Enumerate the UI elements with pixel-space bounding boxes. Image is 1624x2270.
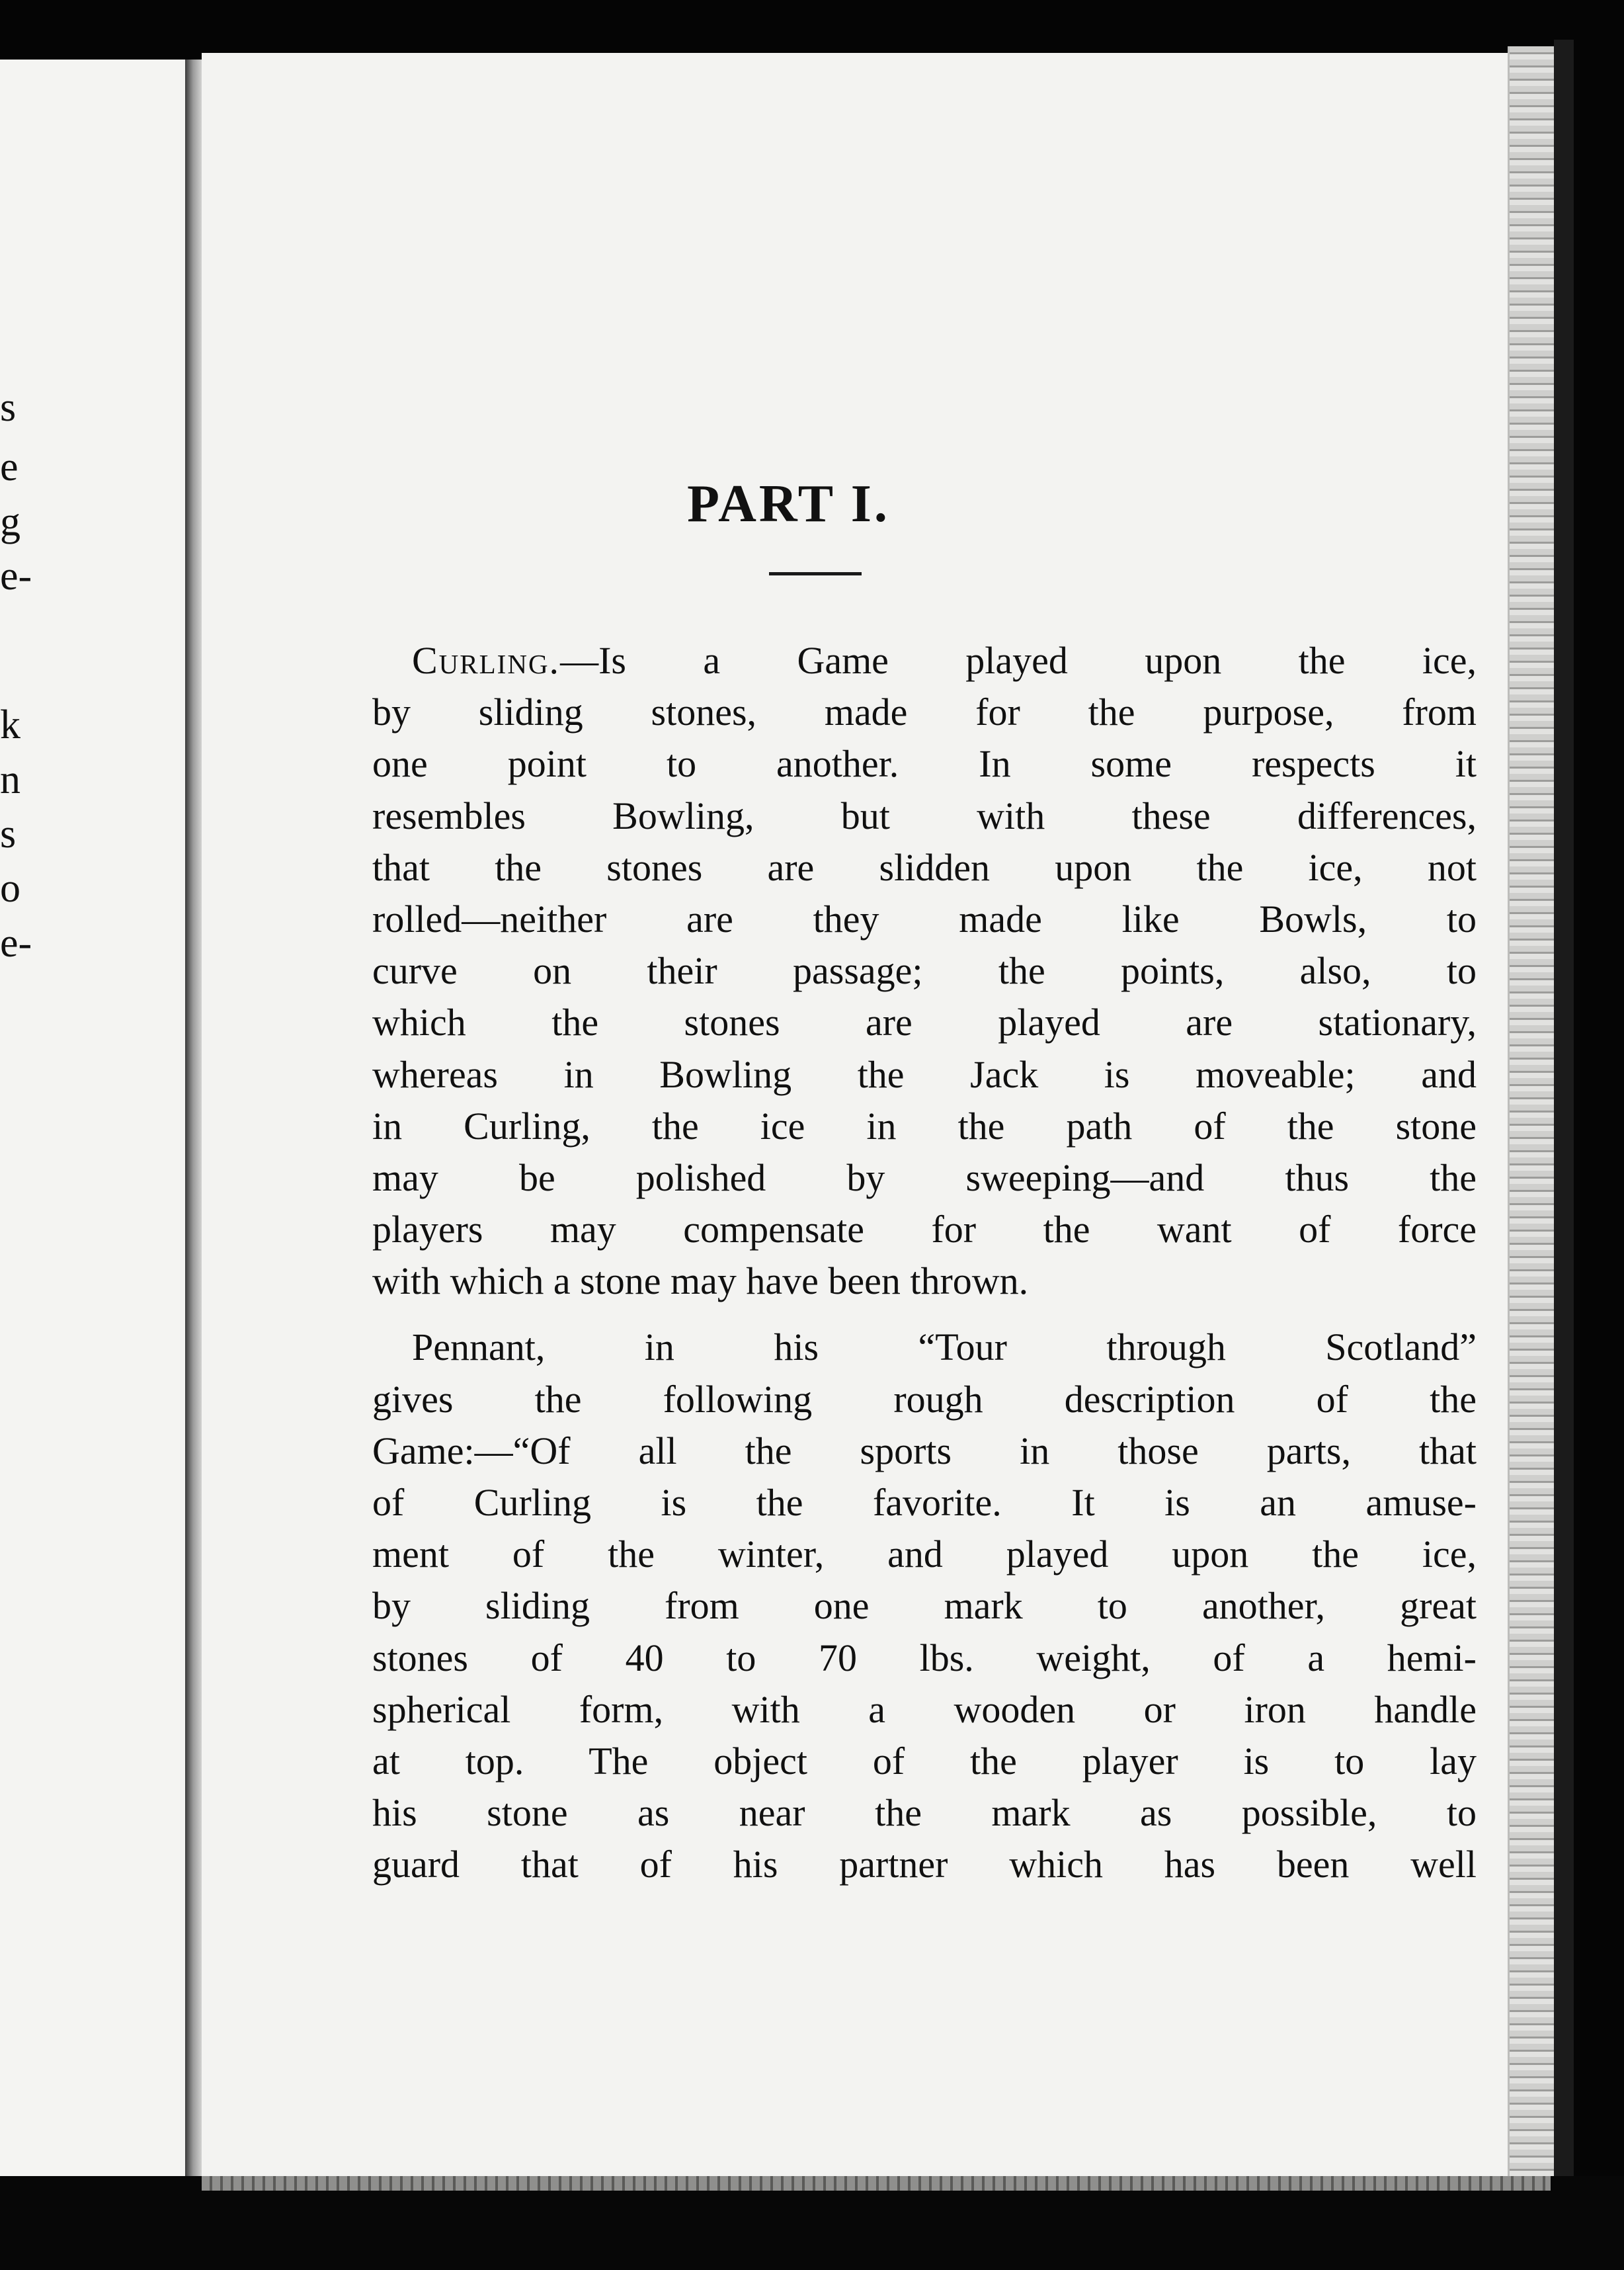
text-line: Pennant, in his “Tour through Scotland” [412, 1325, 1477, 1369]
lead-word: Curling. [412, 639, 561, 682]
left-page-fragment: n [0, 757, 20, 802]
left-page-fragment: e [0, 444, 19, 489]
heading-text: PART I. [687, 475, 890, 533]
text-line: of Curling is the favorite. It is an amuse- [372, 1481, 1477, 1524]
text-line [372, 635, 1477, 687]
text-line: one point to another. In some respects it [372, 742, 1477, 786]
heading-rule [769, 572, 862, 575]
text-line: which the stones are played are stationary, [372, 1001, 1477, 1044]
text-line: may be polished by sweeping—and thus the [372, 1156, 1477, 1199]
text-line: by sliding from one mark to another, great [372, 1584, 1477, 1628]
text-line: players may compensate for the want of force [372, 1208, 1477, 1251]
left-page-fragment: e- [0, 921, 32, 966]
text-line: spherical form, with a wooden or iron handle [372, 1687, 1477, 1731]
left-page-fragment: o [0, 866, 20, 911]
text-line: with which a stone may have been thrown. [372, 1259, 1029, 1303]
bottom-page-edge [202, 2176, 1551, 2191]
body-text [372, 635, 1477, 1891]
text-line: his stone as near the mark as possible, to [372, 1791, 1477, 1835]
cover-edge [1554, 40, 1574, 2189]
left-page-fragment: k [0, 702, 20, 747]
text-line: at top. The object of the player is to lay [372, 1739, 1477, 1783]
text-line: resembles Bowling, but with these differences, [372, 794, 1477, 837]
text-line: in Curling, the ice in the path of the stone [372, 1104, 1477, 1148]
text-line: rolled—neither are they made like Bowls, to [372, 897, 1477, 941]
page-heading [202, 474, 1508, 534]
text-line: ment of the winter, and played upon the ice, [372, 1533, 1477, 1576]
text-line: stones of 40 to 70 lbs. weight, of a hemi- [372, 1636, 1477, 1679]
line-text: —Is a Game played upon the ice, [560, 639, 1477, 682]
page-stack-edge [1508, 46, 1556, 2189]
left-page-fragment: e- [0, 554, 32, 599]
text-line: that the stones are slidden upon the ice, not [372, 845, 1477, 889]
text-line: gives the following rough description of the [372, 1377, 1477, 1421]
text-line: Game:—“Of all the sports in those parts, that [372, 1429, 1477, 1472]
text-line: whereas in Bowling the Jack is moveable; and [372, 1052, 1477, 1096]
paragraph-gap [372, 1307, 1477, 1322]
text-line: guard that of his partner which has been well [372, 1843, 1477, 1886]
left-page-fragment: s [0, 385, 17, 430]
left-page-fragment: s [0, 812, 17, 857]
text-line: curve on their passage; the points, also, to [372, 949, 1477, 993]
left-page [0, 60, 194, 2179]
left-page-fragment: g [0, 499, 20, 544]
text-line: by sliding stones, made for the purpose, from [372, 691, 1477, 734]
right-page [202, 53, 1508, 2189]
